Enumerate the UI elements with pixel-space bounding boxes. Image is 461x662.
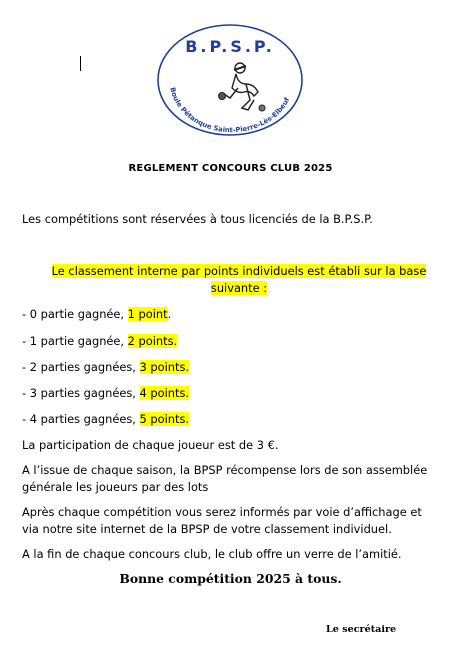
points-row-prefix: - 0 partie gagnée,: [22, 307, 128, 321]
points-value: 4 points.: [139, 386, 190, 400]
points-row-2: [22, 359, 189, 376]
points-row-prefix: - 2 parties gagnées,: [22, 360, 140, 374]
points-value: 1 point: [127, 307, 168, 321]
information-paragraph: Après chaque compétition vous serez informés par voie d’affichage et via notre site internet de la BPSP de votre classement individuel.: [22, 505, 422, 536]
points-row-1: [22, 333, 177, 350]
points-row-suffix: .: [167, 307, 172, 321]
document-title: REGLEMENT CONCOURS CLUB 2025: [128, 163, 333, 174]
club-logo-graphic: [150, 22, 310, 142]
eligibility-paragraph: Les compétitions sont réservées à tous licenciés de la B.P.S.P.: [22, 212, 373, 226]
text-cursor: [80, 56, 81, 71]
points-row-prefix: - 1 partie gagnée,: [22, 334, 128, 348]
closing-greeting: Bonne compétition 2025 à tous.: [119, 571, 342, 586]
points-value: 3 points.: [139, 360, 190, 374]
points-value: 2 points.: [127, 334, 178, 348]
logo-initials: B.P.S.P.: [185, 37, 275, 56]
friendship-paragraph: A la fin de chaque concours club, le club offre un verre de l’amitié.: [22, 547, 402, 561]
points-row-prefix: - 4 parties gagnées,: [22, 412, 140, 426]
ranking-intro-paragraph: [40, 263, 438, 297]
ranking-intro-highlight: Le classement interne par points individuels est établi sur la base suivante :: [51, 264, 427, 295]
logo-club-name: Boule Pétanque Saint-Pierre-Lès-Elbeuf: [168, 86, 292, 135]
fee-paragraph: La participation de chaque joueur est de 3 €.: [22, 438, 279, 452]
points-row-3: [22, 385, 189, 402]
points-value: 5 points.: [139, 412, 190, 426]
points-row-prefix: - 3 parties gagnées,: [22, 386, 140, 400]
signature: Le secrétaire: [326, 624, 397, 635]
season-reward-paragraph: A l’issue de chaque saison, la BPSP récompense lors de son assemblée générale les joueurs par des lots: [22, 463, 428, 494]
points-row-4: [22, 411, 189, 428]
club-logo: [150, 22, 310, 142]
points-row-0: [22, 306, 171, 323]
